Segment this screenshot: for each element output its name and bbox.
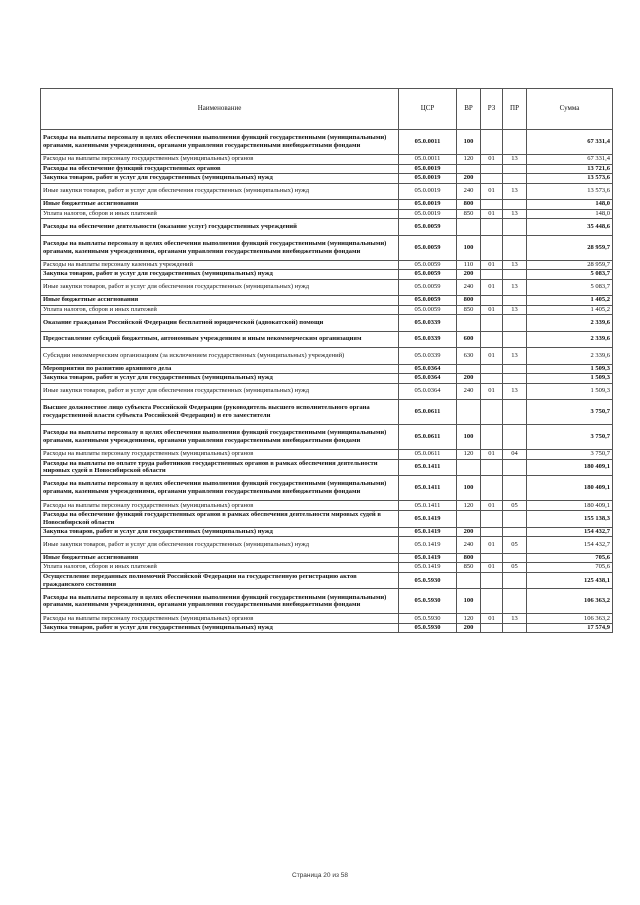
table-row [41,235,613,260]
table-row [41,164,613,174]
row-name-cell: Расходы на выплаты персоналу государственных (муниципальных) органов [41,501,399,511]
table-row [41,563,613,573]
row-pr-cell: 05 [503,537,527,554]
row-vr-cell: 240 [457,183,481,200]
row-name-cell: Расходы на выплаты персоналу в целях обеспечения выполнения функций государственными (муниципальными) органами, казенными учреждениями, органами управления государственными внебюджетными фондами [41,130,399,155]
row-pr-cell [503,174,527,184]
row-rz-cell [481,400,503,425]
row-pr-cell [503,400,527,425]
row-vr-cell: 200 [457,174,481,184]
row-rz-cell: 01 [481,260,503,270]
table-row [41,614,613,624]
table-header-row [41,89,613,130]
row-rz-cell: 01 [481,305,503,315]
row-csr-cell: 05.0.0339 [399,331,457,348]
row-sum-cell: 13 721,6 [527,164,613,174]
row-sum-cell: 1 405,2 [527,305,613,315]
row-name-cell: Уплата налогов, сборов и иных платежей [41,209,399,219]
row-rz-cell [481,589,503,614]
row-pr-cell [503,331,527,348]
header-name: Наименование [41,89,399,130]
row-sum-cell: 154 432,7 [527,537,613,554]
row-rz-cell [481,510,503,527]
row-pr-cell [503,219,527,236]
row-pr-cell [503,270,527,280]
row-name-cell: Расходы на выплаты персоналу казенных учреждений [41,260,399,270]
row-vr-cell: 850 [457,563,481,573]
row-rz-cell [481,572,503,589]
row-sum-cell: 705,6 [527,553,613,563]
table-row [41,270,613,280]
row-sum-cell: 148,0 [527,209,613,219]
row-pr-cell [503,510,527,527]
row-pr-cell: 13 [503,305,527,315]
row-pr-cell: 13 [503,383,527,400]
row-sum-cell: 125 438,1 [527,572,613,589]
row-vr-cell: 240 [457,279,481,296]
row-rz-cell: 01 [481,209,503,219]
row-vr-cell: 200 [457,527,481,537]
row-vr-cell: 120 [457,450,481,460]
row-sum-cell: 106 363,2 [527,614,613,624]
table-row [41,209,613,219]
table-row [41,219,613,236]
row-name-cell: Расходы на выплаты персоналу в целях обеспечения выполнения функций государственными (муниципальными) органами, казенными учреждениями, органами управления государственными внебюджетными фондами [41,235,399,260]
row-vr-cell: 200 [457,270,481,280]
row-vr-cell [457,164,481,174]
row-vr-cell: 100 [457,589,481,614]
row-pr-cell [503,425,527,450]
row-rz-cell [481,219,503,236]
row-vr-cell: 800 [457,200,481,210]
row-csr-cell: 05.0.1411 [399,459,457,476]
row-rz-cell: 01 [481,614,503,624]
row-pr-cell [503,476,527,501]
row-pr-cell [503,623,527,633]
table-row [41,537,613,554]
row-csr-cell: 05.0.5930 [399,614,457,624]
table-row [41,589,613,614]
row-sum-cell: 155 138,3 [527,510,613,527]
row-rz-cell [481,623,503,633]
row-name-cell: Высшее должностное лицо субъекта Российской Федерации (руководитель высшего исполнительного органа государственной власти субъекта Российской Федерации) и его заместители [41,400,399,425]
row-pr-cell [503,130,527,155]
table-row [41,459,613,476]
row-pr-cell: 13 [503,260,527,270]
row-sum-cell: 3 750,7 [527,425,613,450]
row-vr-cell: 120 [457,501,481,511]
table-row [41,374,613,384]
row-sum-cell: 1 509,3 [527,374,613,384]
row-vr-cell: 630 [457,348,481,365]
row-vr-cell [457,315,481,332]
row-csr-cell: 05.0.0019 [399,209,457,219]
row-sum-cell: 2 339,6 [527,331,613,348]
row-csr-cell: 05.0.1419 [399,510,457,527]
row-name-cell: Расходы на выплаты персоналу государственных (муниципальных) органов [41,155,399,165]
row-vr-cell: 800 [457,553,481,563]
row-sum-cell: 5 083,7 [527,279,613,296]
row-rz-cell [481,130,503,155]
row-pr-cell [503,459,527,476]
row-rz-cell [481,374,503,384]
row-csr-cell: 05.0.0339 [399,348,457,365]
row-vr-cell [457,400,481,425]
row-csr-cell: 05.0.5930 [399,589,457,614]
page-number: Страница 20 из 58 [292,872,348,879]
row-name-cell: Расходы на выплаты персоналу в целях обеспечения выполнения функций государственными (муниципальными) органами, казенными учреждениями, органами управления государственными внебюджетными фондами [41,476,399,501]
row-name-cell: Закупка товаров, работ и услуг для государственных (муниципальных) нужд [41,527,399,537]
row-csr-cell: 05.0.0019 [399,183,457,200]
row-sum-cell: 13 573,6 [527,174,613,184]
row-csr-cell: 05.0.0019 [399,174,457,184]
row-csr-cell: 05.0.1419 [399,527,457,537]
row-name-cell: Расходы на выплаты по оплате труда работников государственных органов в рамках обеспечения деятельности мировых судей в Новосибирской области [41,459,399,476]
row-sum-cell: 17 574,9 [527,623,613,633]
row-name-cell: Уплата налогов, сборов и иных платежей [41,563,399,573]
budget-table [40,88,613,633]
row-rz-cell [481,296,503,306]
row-rz-cell [481,235,503,260]
row-rz-cell: 01 [481,501,503,511]
row-pr-cell [503,164,527,174]
row-name-cell: Расходы на обеспечение функций государственных органов [41,164,399,174]
row-pr-cell: 13 [503,614,527,624]
header-sum: Сумма [527,89,613,130]
row-rz-cell: 01 [481,348,503,365]
row-vr-cell: 100 [457,130,481,155]
table-row [41,383,613,400]
row-rz-cell: 01 [481,563,503,573]
table-row [41,400,613,425]
row-csr-cell: 05.0.0011 [399,155,457,165]
row-vr-cell: 100 [457,425,481,450]
row-name-cell: Закупка товаров, работ и услуг для государственных (муниципальных) нужд [41,174,399,184]
row-csr-cell: 05.0.1419 [399,563,457,573]
row-sum-cell: 67 331,4 [527,130,613,155]
table-row [41,450,613,460]
table-row [41,425,613,450]
row-csr-cell: 05.0.0019 [399,200,457,210]
row-rz-cell [481,174,503,184]
row-vr-cell [457,572,481,589]
header-rz: РЗ [481,89,503,130]
row-name-cell: Иные бюджетные ассигнования [41,553,399,563]
row-sum-cell: 180 409,1 [527,476,613,501]
row-sum-cell: 5 083,7 [527,270,613,280]
row-rz-cell [481,331,503,348]
table-row [41,174,613,184]
table-row [41,331,613,348]
row-pr-cell: 04 [503,450,527,460]
table-row [41,476,613,501]
row-rz-cell [481,425,503,450]
row-rz-cell: 01 [481,450,503,460]
row-pr-cell: 13 [503,155,527,165]
row-rz-cell: 01 [481,383,503,400]
row-name-cell: Закупка товаров, работ и услуг для государственных (муниципальных) нужд [41,374,399,384]
row-vr-cell [457,510,481,527]
header-csr: ЦСР [399,89,457,130]
row-rz-cell [481,527,503,537]
row-pr-cell [503,296,527,306]
row-csr-cell: 05.0.0611 [399,425,457,450]
table-row [41,183,613,200]
row-name-cell: Расходы на выплаты персоналу в целях обеспечения выполнения функций государственными (муниципальными) органами, казенными учреждениями, органами управления государственными внебюджетными фондами [41,589,399,614]
row-vr-cell: 100 [457,476,481,501]
row-csr-cell: 05.0.0059 [399,296,457,306]
row-csr-cell: 05.0.1419 [399,537,457,554]
table-row [41,572,613,589]
row-pr-cell: 13 [503,279,527,296]
row-vr-cell: 120 [457,155,481,165]
row-name-cell: Субсидии некоммерческим организациям (за исключением государственных (муниципальных) учреждений) [41,348,399,365]
row-vr-cell: 600 [457,331,481,348]
row-vr-cell: 240 [457,537,481,554]
row-sum-cell: 148,0 [527,200,613,210]
table-row [41,315,613,332]
row-sum-cell: 1 509,3 [527,364,613,374]
row-sum-cell: 1 509,3 [527,383,613,400]
row-name-cell: Иные бюджетные ассигнования [41,296,399,306]
row-rz-cell: 01 [481,183,503,200]
row-name-cell: Мероприятия по развитию архивного дела [41,364,399,374]
row-sum-cell: 35 448,6 [527,219,613,236]
row-rz-cell [481,164,503,174]
header-vr: ВР [457,89,481,130]
row-rz-cell [481,200,503,210]
row-pr-cell [503,572,527,589]
row-rz-cell [481,270,503,280]
table-row [41,364,613,374]
row-vr-cell: 800 [457,296,481,306]
row-csr-cell: 05.0.0364 [399,364,457,374]
row-name-cell: Расходы на обеспечение функций государственных органов в рамках обеспечения деятельности мировых судей в Новосибирской области [41,510,399,527]
row-sum-cell: 28 959,7 [527,260,613,270]
row-pr-cell [503,553,527,563]
row-pr-cell: 05 [503,501,527,511]
table-row [41,155,613,165]
row-vr-cell: 100 [457,235,481,260]
row-rz-cell: 01 [481,279,503,296]
row-sum-cell: 3 750,7 [527,400,613,425]
table-row [41,501,613,511]
table-row [41,348,613,365]
row-rz-cell [481,315,503,332]
row-vr-cell: 200 [457,374,481,384]
row-csr-cell: 05.0.0059 [399,219,457,236]
row-name-cell: Предоставление субсидий бюджетным, автономным учреждениям и иным некоммерческим организациям [41,331,399,348]
row-pr-cell [503,589,527,614]
row-name-cell: Расходы на выплаты персоналу государственных (муниципальных) органов [41,450,399,460]
row-vr-cell [457,364,481,374]
row-pr-cell [503,200,527,210]
row-rz-cell [481,459,503,476]
row-sum-cell: 705,6 [527,563,613,573]
row-vr-cell: 850 [457,305,481,315]
row-pr-cell [503,374,527,384]
table-row [41,279,613,296]
row-name-cell: Закупка товаров, работ и услуг для государственных (муниципальных) нужд [41,270,399,280]
row-name-cell: Иные бюджетные ассигнования [41,200,399,210]
table-row [41,130,613,155]
row-sum-cell: 2 339,6 [527,315,613,332]
row-pr-cell [503,235,527,260]
table-row [41,623,613,633]
row-csr-cell: 05.0.5930 [399,623,457,633]
header-pr: ПР [503,89,527,130]
table-row [41,296,613,306]
row-pr-cell: 05 [503,563,527,573]
row-rz-cell: 01 [481,537,503,554]
row-sum-cell: 154 432,7 [527,527,613,537]
row-csr-cell: 05.0.0364 [399,374,457,384]
row-pr-cell: 13 [503,183,527,200]
row-rz-cell [481,364,503,374]
row-sum-cell: 106 363,2 [527,589,613,614]
row-pr-cell [503,364,527,374]
row-sum-cell: 28 959,7 [527,235,613,260]
row-pr-cell [503,527,527,537]
row-sum-cell: 3 750,7 [527,450,613,460]
row-sum-cell: 180 409,1 [527,459,613,476]
table-row [41,305,613,315]
row-name-cell: Закупка товаров, работ и услуг для государственных (муниципальных) нужд [41,623,399,633]
table-row [41,260,613,270]
row-sum-cell: 13 573,6 [527,183,613,200]
row-vr-cell: 120 [457,614,481,624]
row-sum-cell: 180 409,1 [527,501,613,511]
row-vr-cell [457,459,481,476]
row-csr-cell: 05.0.0019 [399,164,457,174]
row-csr-cell: 05.0.0611 [399,450,457,460]
row-rz-cell [481,553,503,563]
table-row [41,553,613,563]
row-vr-cell: 240 [457,383,481,400]
row-name-cell: Иные закупки товаров, работ и услуг для обеспечения государственных (муниципальных) нужд [41,279,399,296]
row-csr-cell: 05.0.0059 [399,279,457,296]
row-csr-cell: 05.0.0059 [399,235,457,260]
table-row [41,200,613,210]
row-csr-cell: 05.0.0339 [399,315,457,332]
row-name-cell: Оказание гражданам Российской Федерации бесплатной юридической (адвокатской) помощи [41,315,399,332]
row-csr-cell: 05.0.1411 [399,501,457,511]
row-pr-cell [503,315,527,332]
row-pr-cell: 13 [503,348,527,365]
row-sum-cell: 2 339,6 [527,348,613,365]
table-row [41,510,613,527]
row-csr-cell: 05.0.1419 [399,553,457,563]
row-csr-cell: 05.0.1411 [399,476,457,501]
row-pr-cell: 13 [503,209,527,219]
row-vr-cell: 110 [457,260,481,270]
row-csr-cell: 05.0.0059 [399,270,457,280]
row-csr-cell: 05.0.5930 [399,572,457,589]
row-csr-cell: 05.0.0059 [399,305,457,315]
table-body [41,130,613,633]
row-csr-cell: 05.0.0059 [399,260,457,270]
row-name-cell: Осуществление переданных полномочий Российской Федерации на государственную регистрацию актов гражданского состояния [41,572,399,589]
row-rz-cell [481,476,503,501]
row-csr-cell: 05.0.0364 [399,383,457,400]
row-name-cell: Расходы на обеспечение деятельности (оказание услуг) государственных учреждений [41,219,399,236]
row-csr-cell: 05.0.0011 [399,130,457,155]
row-name-cell: Иные закупки товаров, работ и услуг для обеспечения государственных (муниципальных) нужд [41,183,399,200]
row-csr-cell: 05.0.0611 [399,400,457,425]
row-rz-cell: 01 [481,155,503,165]
row-sum-cell: 1 405,2 [527,296,613,306]
row-name-cell: Уплата налогов, сборов и иных платежей [41,305,399,315]
row-vr-cell: 850 [457,209,481,219]
row-name-cell: Иные закупки товаров, работ и услуг для обеспечения государственных (муниципальных) нужд [41,537,399,554]
row-name-cell: Расходы на выплаты персоналу государственных (муниципальных) органов [41,614,399,624]
row-name-cell: Расходы на выплаты персоналу в целях обеспечения выполнения функций государственными (муниципальными) органами, казенными учреждениями, органами управления государственными внебюджетными фондами [41,425,399,450]
row-vr-cell: 200 [457,623,481,633]
row-name-cell: Иные закупки товаров, работ и услуг для обеспечения государственных (муниципальных) нужд [41,383,399,400]
row-vr-cell [457,219,481,236]
table-row [41,527,613,537]
row-sum-cell: 67 331,4 [527,155,613,165]
